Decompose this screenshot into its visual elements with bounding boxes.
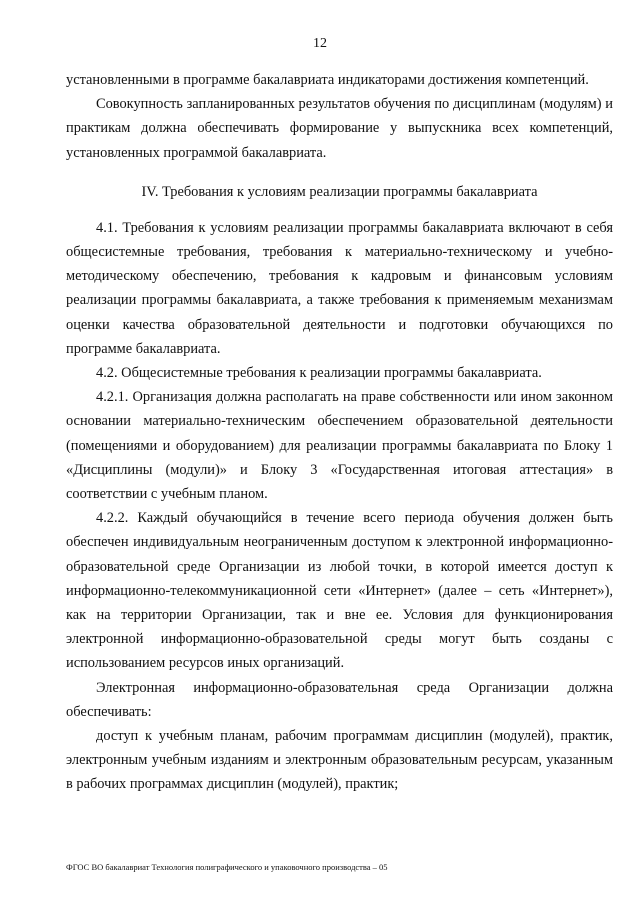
paragraph-4-2: 4.2. Общесистемные требования к реализации программы бакалавриата.	[96, 365, 542, 382]
page-number: 12	[313, 36, 327, 51]
paragraph-4-2-2: 4.2.2. Каждый обучающийся в течение всего периода обучения должен быть обеспечен индивидуальным неограниченным доступом к электронной информационно-образовательной среде Организации из любой точки, в которой имеется доступ к информационно-телекоммуникационной сети «Интернет» (далее – сеть «Интернет»), как на территории Организации, так и вне ее. Условия для функционирования электронной информационно-образовательной среды могут быть созданы с использованием ресурсов иных организаций.	[66, 510, 613, 672]
page-footer: ФГОС ВО бакалавриат Технология полиграфического и упаковочного производства – 05	[66, 862, 388, 872]
document-body	[66, 68, 613, 797]
paragraph-electronic-environment: Электронная информационно-образовательная среда Организации должна обеспечивать:	[66, 679, 613, 720]
paragraph-learning-outcomes: Совокупность запланированных результатов обучения по дисциплинам (модулям) и практикам должна обеспечивать формирование у выпускника всех компетенций, установленных программой бакалавриата.	[66, 96, 613, 161]
paragraph-4-2-1: 4.2.1. Организация должна располагать на праве собственности или ином законном основании материально-техническим обеспечением образовательной деятельности (помещениями и оборудованием) для реализации программы бакалавриата по Блоку 1 «Дисциплины (модули)» и Блоку 3 «Государственная итоговая аттестация» в соответствии с учебным планом.	[66, 389, 613, 503]
paragraph-4-1: 4.1. Требования к условиям реализации программы бакалавриата включают в себя общесистемные требования, требования к материально-техническому и учебно-методическому обеспечению, требования к кадровым и финансовым условиям реализации программы бакалавриата, а также требования к применяемым механизмам оценки качества образовательной деятельности и подготовки обучающихся по программе бакалавриата.	[66, 219, 613, 357]
paragraph-continuation: установленными в программе бакалавриата индикаторами достижения компетенций.	[66, 72, 589, 88]
section-heading: IV. Требования к условиям реализации программы бакалавриата	[141, 183, 538, 200]
paragraph-access-list-item: доступ к учебным планам, рабочим программам дисциплин (модулей), практик, электронным учебным изданиям и электронным образовательным ресурсам, указанным в рабочих программах дисциплин (модулей), практик;	[66, 728, 613, 793]
